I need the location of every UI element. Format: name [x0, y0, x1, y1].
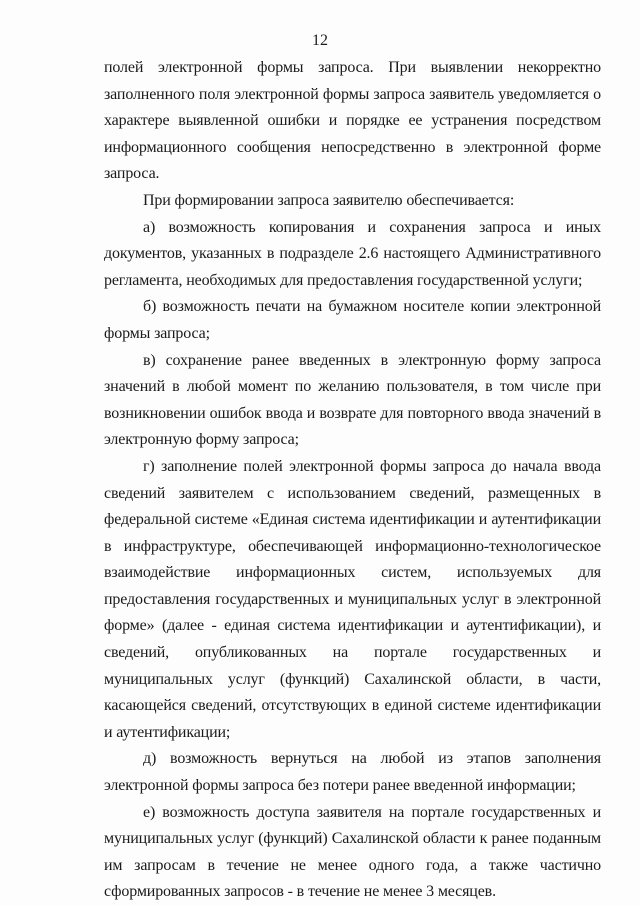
paragraph-intro: При формировании запроса заявителю обеспечивается:	[143, 191, 515, 209]
list-item-a: а) возможность копирования и сохранения запроса и иных документов, указанных в подразделе 2.6 настоящего Административного регламента, необходимых для предоставления государственной услуги;	[104, 218, 601, 289]
page-number: 12	[312, 32, 328, 49]
list-item-b: б) возможность печати на бумажном носителе копии электронной формы запроса;	[104, 298, 601, 342]
list-item-e: е) возможность доступа заявителя на портале государственных и муниципальных услуг (функций) Сахалинской области к ранее поданным им запросам в течение не менее одного года, а также частично сформированных запросов - в течение не менее 3 месяцев.	[104, 803, 601, 901]
list-item-g: г) заполнение полей электронной формы запроса до начала ввода сведений заявителем с использованием сведений, размещенных в федеральной системе «Единая система идентификации и аутентификации в инфраструктуре, обеспечивающей информационно-технологическое взаимодействие информационных систем, используемых для предоставления государственных и муниципальных услуг в электронной форме» (далее - единая система идентификации и аутентификации), и сведений, опубликованных на портале государственных и муниципальных услуг (функций) Сахалинской области, в части, касающейся сведений, отсутствующих в единой системе идентификации и аутентификации;	[104, 457, 601, 741]
paragraph-continuation: полей электронной формы запроса. При выявлении некорректно заполненного поля электронной формы запроса заявитель уведомляется о характере выявленной ошибки и порядке ее устранения посредством информационного сообщения непосредственно в электронной форме запроса.	[104, 59, 601, 183]
document-body	[104, 55, 601, 906]
list-item-d: д) возможность вернуться на любой из этапов заполнения электронной формы запроса без потери ранее введенной информации;	[104, 750, 601, 795]
list-item-v: в) сохранение ранее введенных в электронную форму запроса значений в любой момент по желанию пользователя, в том числе при возникновении ошибок ввода и возврате для повторного ввода значений в электронную форму запроса;	[104, 351, 601, 449]
